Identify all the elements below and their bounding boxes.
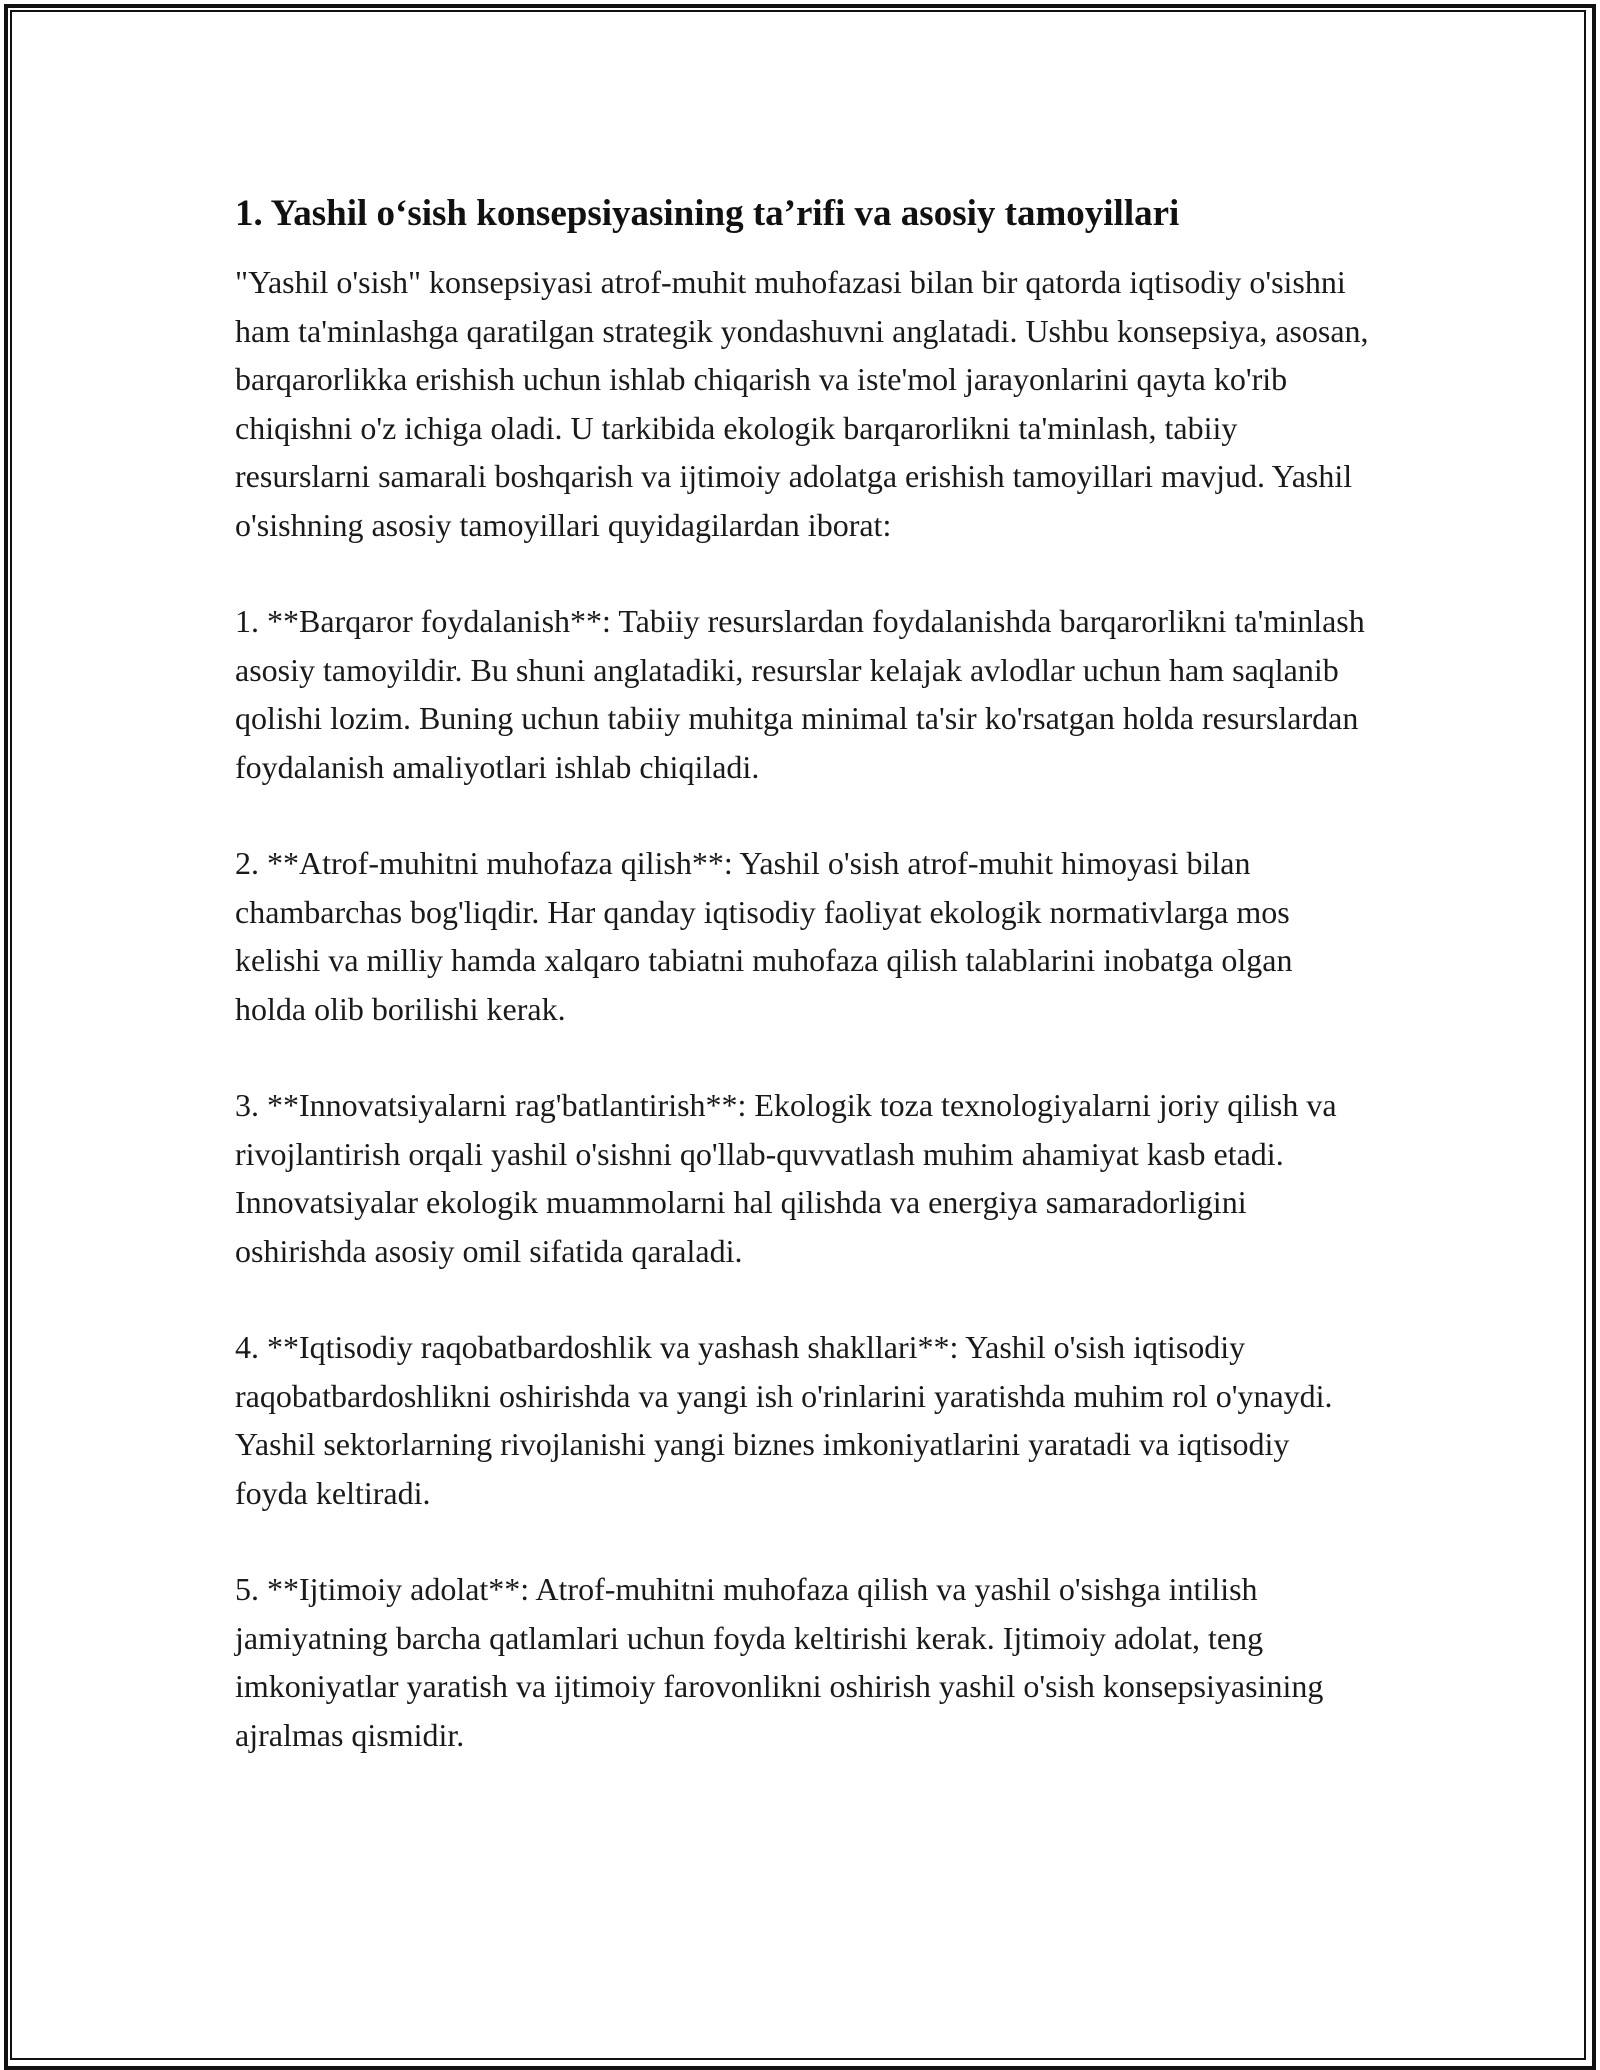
principle-item-5: 5. **Ijtimoiy adolat**: Atrof-muhitni muhofaza qilish va yashil o'sishga intilish jamiyatning barcha qatlamlari uchun foyda keltirishi kerak. Ijtimoiy adolat, teng imkoniyatlar yaratish va ijtimoiy farovonlikni oshirish yashil o'sish konsepsiyasining ajralmas qismidir. (235, 1571, 1324, 1753)
principle-item-2: 2. **Atrof-muhitni muhofaza qilish**: Yashil o'sish atrof-muhit himoyasi bilan chambarchas bog'liqdir. Har qanday iqtisodiy faoliyat ekologik normativlarga mos kelishi va milliy hamda xalqaro tabiatni muhofaza qilish talablarini inobatga olgan holda olib borilishi kerak. (235, 845, 1293, 1027)
section-heading: 1. Yashil o‘sish konsepsiyasining ta’rifi va asosiy tamoyillari (235, 193, 1180, 234)
principle-item-4: 4. **Iqtisodiy raqobatbardoshlik va yashash shakllari**: Yashil o'sish iqtisodiy raqobatbardoshlikni oshirishda va yangi ish o'rinlarini yaratishda muhim rol o'ynaydi. Yashil sektorlarning rivojlanishi yangi biznes imkoniyatlarini yaratadi va iqtisodiy foyda keltiradi. (235, 1329, 1333, 1511)
principle-item-1: 1. **Barqaror foydalanish**: Tabiiy resurslardan foydalanishda barqarorlikni ta'minlash asosiy tamoyildir. Bu shuni anglatadiki, resurslar kelajak avlodlar uchun ham saqlanib qolishi lozim. Buning uchun tabiiy muhitga minimal ta'sir ko'rsatgan holda resurslardan foydalanish amaliyotlari ishlab chiqiladi. (235, 603, 1365, 785)
principle-item-3: 3. **Innovatsiyalarni rag'batlantirish**: Ekologik toza texnologiyalarni joriy qilish va rivojlantirish orqali yashil o'sishni qo'llab-quvvatlash muhim ahamiyat kasb etadi. Innovatsiyalar ekologik muammolarni hal qilishda va energiya samaradorligini oshirishda asosiy omil sifatida qaraladi. (235, 1087, 1337, 1269)
document-body (235, 188, 1370, 1807)
intro-paragraph: "Yashil o'sish" konsepsiyasi atrof-muhit muhofazasi bilan bir qatorda iqtisodiy o'sishni ham ta'minlashga qaratilgan strategik yondashuvni anglatadi. Ushbu konsepsiya, asosan, barqarorlikka erishish uchun ishlab chiqarish va iste'mol jarayonlarini qayta ko'rib chiqishni o'z ichiga oladi. U tarkibida ekologik barqarorlikni ta'minlash, tabiiy resurslarni samarali boshqarish va ijtimoiy adolatga erishish tamoyillari mavjud. Yashil o'sishning asosiy tamoyillari quyidagilardan iborat: (235, 264, 1369, 543)
